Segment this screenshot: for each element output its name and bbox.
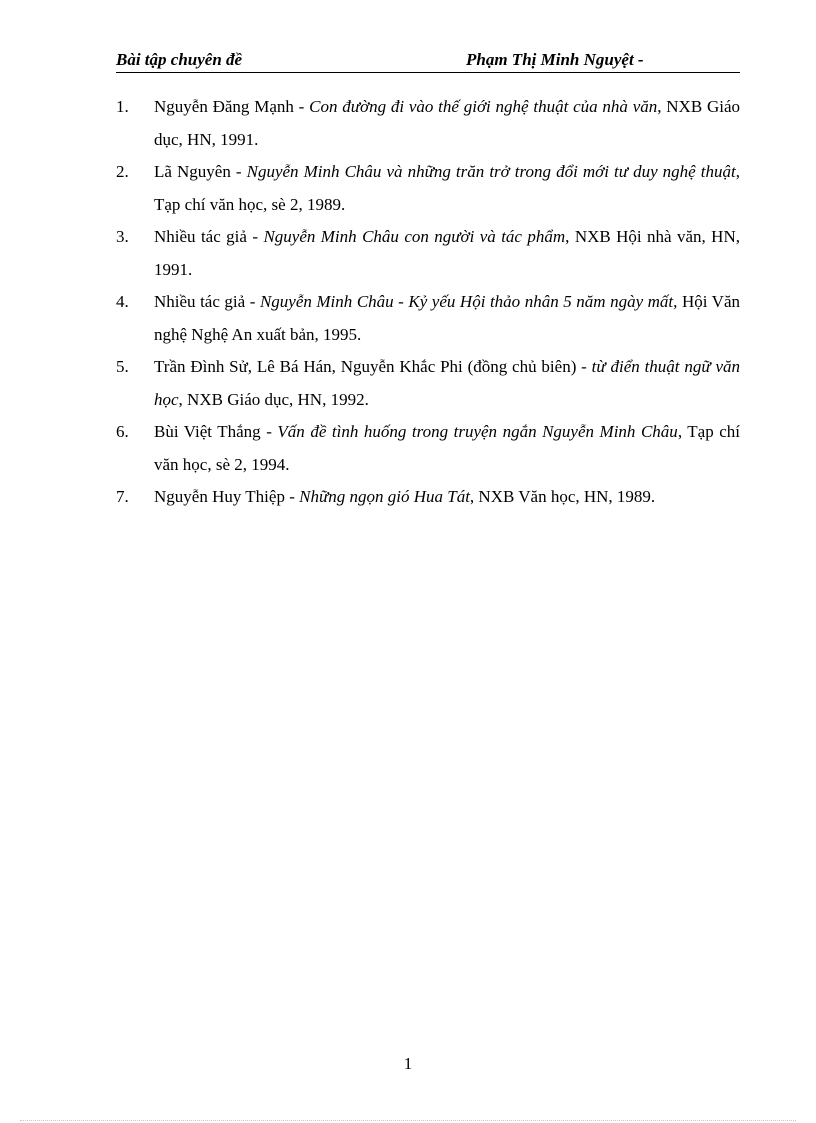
reference-title: Vấn đề tình huống trong truyện ngắn Nguyễn Minh Châu — [277, 422, 678, 441]
reference-title: Nguyễn Minh Châu con người và tác phẩm — [263, 227, 566, 246]
header-course-title: Bài tập chuyên đề — [116, 50, 243, 69]
reference-separator: - — [284, 487, 300, 506]
reference-publication: , Tạp chí văn học, sè 2, 1994. — [154, 422, 741, 474]
reference-separator: - — [246, 227, 264, 246]
reference-item — [116, 221, 740, 286]
reference-author: Trần Đình Sử, Lê Bá Hán, Nguyễn Khắc Phi (đồng chủ biên) — [154, 357, 577, 376]
reference-separator: - — [260, 422, 278, 441]
reference-number: 7. — [116, 487, 129, 506]
reference-separator: - — [576, 357, 592, 376]
reference-publication: , NXB Văn học, HN, 1989. — [469, 487, 656, 506]
reference-separator: - — [245, 292, 260, 311]
reference-author: Nhiều tác giả — [154, 292, 246, 311]
reference-number: 1. — [116, 97, 129, 116]
reference-number: 4. — [116, 292, 129, 311]
reference-separator: - — [293, 97, 310, 116]
reference-item — [116, 481, 740, 514]
reference-item — [116, 351, 740, 416]
reference-title: Những ngọn gió Hua Tát — [299, 487, 470, 506]
footer-divider — [20, 1120, 796, 1121]
reference-number: 2. — [116, 162, 129, 181]
reference-title: Nguyễn Minh Châu - Kỷ yếu Hội thảo nhân 5 năm ngày mất — [259, 292, 674, 311]
reference-number: 3. — [116, 227, 129, 246]
page-number: 1 — [403, 1054, 413, 1073]
reference-number: 6. — [116, 422, 129, 441]
page-header — [116, 50, 740, 73]
reference-publication: , NXB Giáo dục, HN, 1992. — [178, 389, 369, 409]
reference-list — [116, 91, 740, 514]
reference-publication: , NXB Giáo dục, HN, 1991. — [154, 97, 740, 149]
reference-separator: - — [230, 162, 247, 181]
reference-publication: , Tạp chí văn học, sè 2, 1989. — [154, 162, 740, 214]
reference-title: từ điển thuật ngữ văn học — [154, 357, 740, 409]
reference-publication: , Hội Văn nghệ Nghệ An xuất bản, 1995. — [154, 292, 741, 344]
reference-number: 5. — [116, 357, 129, 376]
reference-item — [116, 416, 740, 481]
reference-author: Bùi Việt Thắng — [154, 422, 261, 441]
reference-publication: , NXB Hội nhà văn, HN, 1991. — [154, 227, 740, 279]
reference-title: Nguyễn Minh Châu và những trăn trở trong đổi mới tư duy nghệ thuật — [246, 162, 736, 181]
reference-author: Nhiều tác giả — [154, 227, 247, 246]
reference-item — [116, 91, 740, 156]
reference-author: Nguyễn Huy Thiệp — [154, 487, 285, 506]
reference-title: Con đường đi vào thế giới nghệ thuật của nhà văn — [309, 97, 658, 116]
reference-item — [116, 286, 740, 351]
reference-author: Nguyễn Đăng Mạnh — [154, 97, 294, 116]
reference-author: Lã Nguyên — [154, 162, 231, 181]
header-author-name: Phạm Thị Minh Nguyệt - — [466, 50, 644, 69]
reference-item — [116, 156, 740, 221]
